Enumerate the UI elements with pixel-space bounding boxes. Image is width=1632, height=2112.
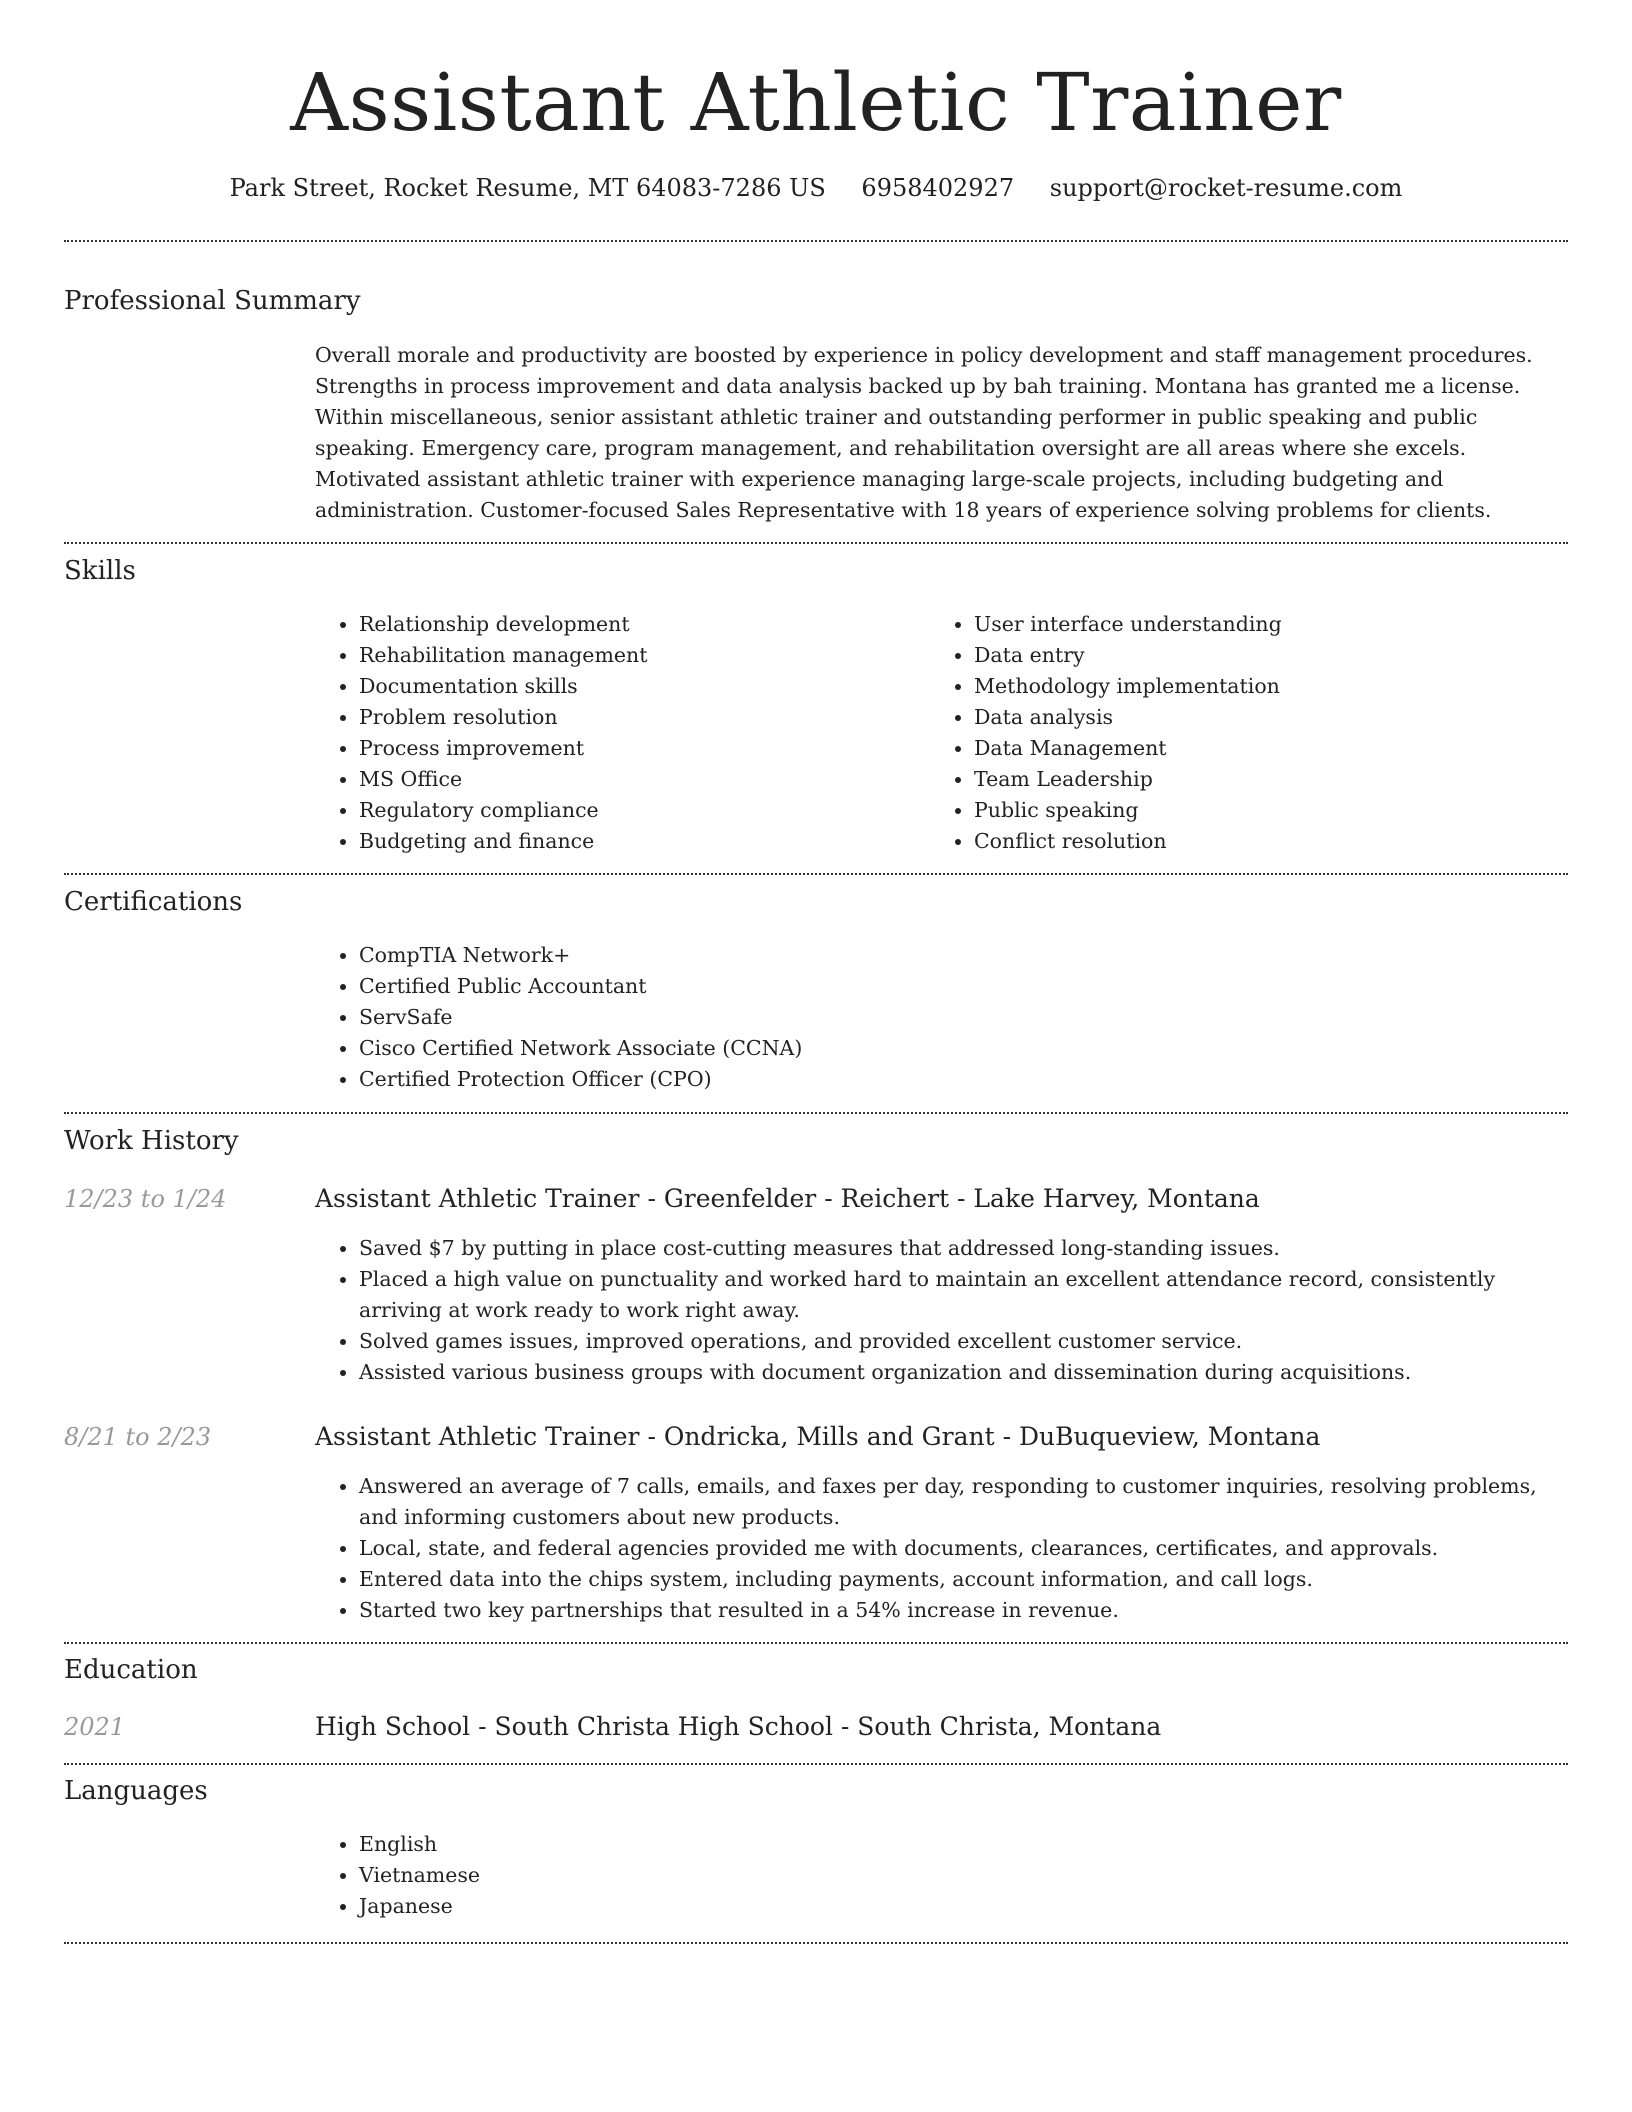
section-divider [64,873,1568,875]
section-divider [64,1112,1568,1114]
skill-item: • Data entry [974,640,1530,671]
contact-phone: 6958402927 [861,174,1015,202]
job-bullet: • Placed a high value on punctuality and worked hard to maintain an excellent attendance record, consistently arriving at work ready to work right away. [359,1264,1568,1326]
education-year: 2021 [64,1713,126,1741]
job-bullet: • Entered data into the chips system, including payments, account information, and call logs. [359,1564,1568,1595]
resume-name: Assistant Athletic Trainer [290,56,1342,149]
skill-item: • Documentation skills [359,671,915,702]
summary-text: Overall morale and productivity are boosted by experience in policy development and staff management procedures. Strengths in process improvement and data analysis backed up by bah training. Montana has granted me a license. Within miscellaneous, senior assistant athletic trainer and outstanding performer in public speaking and public speaking. Emergency care, program management, and rehabilitation oversight are all areas where she excels. Motivated assistant athletic trainer with experience managing large-scale projects, including budgeting and administration. Customer-focused Sales Representative with 18 years of experience solving problems for clients. [315,343,1533,522]
skill-item: • Budgeting and finance [359,826,915,857]
job-bullet: • Started two key partnerships that resulted in a 54% increase in revenue. [359,1595,1568,1626]
skill-item: • Problem resolution [359,702,915,733]
skill-item: • Public speaking [974,795,1530,826]
skill-item: • Data Management [974,733,1530,764]
job-heading: Assistant Athletic Trainer - Ondricka, Mills and Grant - DuBuqueview, Montana [315,1422,1321,1451]
skill-item: • Relationship development [359,609,915,640]
education-entry: High School - South Christa High School - South Christa, Montana [315,1712,1162,1741]
job-bullet: • Saved $7 by putting in place cost-cutting measures that addressed long-standing issues. [359,1233,1568,1264]
skill-item: • Data analysis [974,702,1530,733]
skill-item: • Rehabilitation management [359,640,915,671]
skills-list-right [930,609,1530,857]
contact-email: support@rocket-resume.com [1049,174,1403,202]
languages-heading: Languages [64,1776,208,1806]
certifications-list [315,940,1568,1095]
section-divider [64,1942,1568,1944]
skill-item: • Team Leadership [974,764,1530,795]
skill-item: • MS Office [359,764,915,795]
certification-item: • Certified Protection Officer (CPO) [359,1064,1568,1095]
certification-item: • Certified Public Accountant [359,971,1568,1002]
certifications-heading: Certifications [64,887,243,917]
skills-list-left [315,609,915,857]
languages-list [315,1829,1568,1922]
job-dates: 12/23 to 1/24 [64,1185,227,1213]
job-bullet: • Answered an average of 7 calls, emails, and faxes per day, responding to customer inquiries, resolving problems, and informing customers about new products. [359,1471,1568,1533]
language-item: • Japanese [359,1891,1568,1922]
summary-block [315,340,1568,526]
language-item: • Vietnamese [359,1860,1568,1891]
skill-item: • Process improvement [359,733,915,764]
skill-item: • Methodology implementation [974,671,1530,702]
job-bullets [315,1233,1568,1388]
skill-item: • Conflict resolution [974,826,1530,857]
language-item: • English [359,1829,1568,1860]
section-divider [64,542,1568,544]
work-history-heading: Work History [64,1126,239,1156]
summary-heading: Professional Summary [64,286,361,316]
certification-item: • ServSafe [359,1002,1568,1033]
certification-item: • CompTIA Network+ [359,940,1568,971]
job-bullet: • Local, state, and federal agencies provided me with documents, clearances, certificates, and approvals. [359,1533,1568,1564]
skill-item: • Regulatory compliance [359,795,915,826]
section-divider [64,1642,1568,1644]
contact-line [64,168,1568,208]
job-heading: Assistant Athletic Trainer - Greenfelder - Reichert - Lake Harvey, Montana [315,1184,1260,1213]
skill-item: • User interface understanding [974,609,1530,640]
job-bullets [315,1471,1568,1626]
certification-item: • Cisco Certified Network Associate (CCNA) [359,1033,1568,1064]
job-bullet: • Assisted various business groups with document organization and dissemination during acquisitions. [359,1357,1568,1388]
section-divider [64,240,1568,242]
section-divider [64,1763,1568,1765]
skills-heading: Skills [64,556,136,586]
job-dates: 8/21 to 2/23 [64,1423,212,1451]
contact-address: Park Street, Rocket Resume, MT 64083-7286 US [229,174,826,202]
education-heading: Education [64,1655,198,1685]
job-bullet: • Solved games issues, improved operations, and provided excellent customer service. [359,1326,1568,1357]
